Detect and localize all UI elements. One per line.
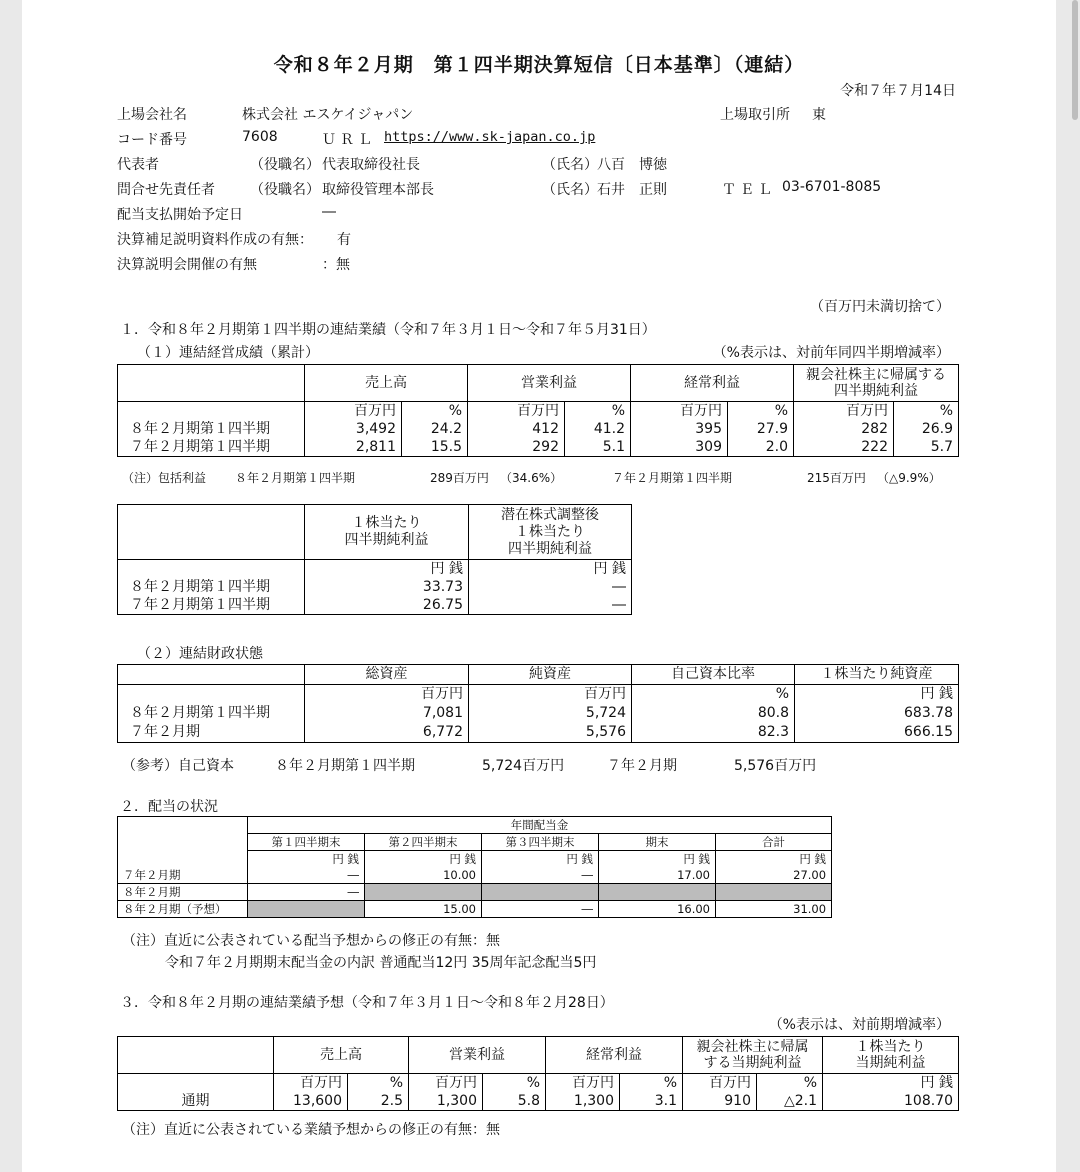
cell: 910 bbox=[683, 1092, 757, 1111]
ref-note-period1: ８年２月期第１四半期 bbox=[275, 758, 415, 774]
cell: 27.00 bbox=[716, 867, 832, 884]
cell: 26.9 bbox=[894, 420, 959, 438]
cell: 15.00 bbox=[365, 901, 482, 918]
cell: 16.00 bbox=[599, 901, 716, 918]
unit-cell: 百万円 bbox=[631, 402, 728, 421]
header-blank bbox=[118, 665, 305, 685]
unit-cell: 円 銭 bbox=[469, 560, 632, 579]
cell: 24.2 bbox=[402, 420, 468, 438]
company-name: 株式会社 エスケイジャパン bbox=[242, 107, 414, 123]
unit-cell: 百万円 bbox=[468, 402, 565, 421]
unit-cell: % bbox=[620, 1074, 683, 1093]
cell: 15.5 bbox=[402, 438, 468, 457]
cell: ― bbox=[248, 867, 365, 884]
ref-note-period2: ７年２月期 bbox=[607, 758, 677, 774]
header-ordinary-income: 経常利益 bbox=[546, 1037, 683, 1074]
section1-heading: １．令和８年２月期第１四半期の連結業績（令和７年３月１日～令和７年５月31日） bbox=[120, 322, 656, 338]
table-row bbox=[118, 438, 959, 457]
code-label: コード番号 bbox=[117, 132, 187, 148]
supp-label: 決算補足説明資料作成の有無： bbox=[117, 232, 313, 248]
cell: 7,081 bbox=[305, 704, 469, 723]
url-label: ＵＲＬ bbox=[322, 132, 376, 148]
unit-cell: 百万円 bbox=[305, 402, 402, 421]
row-label: ８年２月期（予想） bbox=[118, 901, 248, 918]
header-blank bbox=[118, 817, 248, 851]
header-diluted-eps: 潜在株式調整後 １株当たり 四半期純利益 bbox=[469, 505, 632, 560]
dividends-table bbox=[117, 816, 832, 918]
header-annual-dividend: 年間配当金 bbox=[248, 817, 832, 834]
header-sales: 売上高 bbox=[305, 365, 468, 402]
header-q1: 第１四半期末 bbox=[248, 834, 365, 851]
unit-cell: 円 銭 bbox=[599, 851, 716, 868]
cell-shaded bbox=[482, 884, 599, 901]
section3-pct-note: （%表示は、対前期増減率） bbox=[768, 1017, 950, 1033]
dividend-start-value: ― bbox=[322, 204, 336, 220]
section1-sub1: （１）連結経営成績（累計） bbox=[137, 345, 319, 361]
unit-cell: 百万円 bbox=[469, 685, 632, 705]
comp-note-value1: 289百万円 bbox=[430, 471, 489, 485]
section1-sub2: （２）連結財政状態 bbox=[137, 646, 263, 662]
header-operating-income: 営業利益 bbox=[409, 1037, 546, 1074]
unit-cell: 百万円 bbox=[409, 1074, 483, 1093]
unit-blank bbox=[118, 1074, 274, 1093]
contact-title: 取締役管理本部長 bbox=[322, 182, 434, 198]
comp-note-change1: （34.6%） bbox=[500, 471, 563, 485]
comp-note-value2: 215百万円 bbox=[807, 471, 866, 485]
unit-cell: 円 銭 bbox=[365, 851, 482, 868]
header-total-assets: 総資産 bbox=[305, 665, 469, 685]
cell: 5.8 bbox=[483, 1092, 546, 1111]
ref-note-value1: 5,724百万円 bbox=[482, 758, 565, 774]
cell: 3,492 bbox=[305, 420, 402, 438]
header-sales: 売上高 bbox=[274, 1037, 409, 1074]
cell: 27.9 bbox=[728, 420, 794, 438]
rep-name-label: （氏名） bbox=[542, 157, 598, 173]
contact-label: 問合せ先責任者 bbox=[117, 182, 215, 198]
cell: 10.00 bbox=[365, 867, 482, 884]
cell: 395 bbox=[631, 420, 728, 438]
company-url-link[interactable]: https://www.sk-japan.co.jp bbox=[384, 129, 596, 145]
rep-title-label: （役職名） bbox=[250, 157, 320, 173]
rep-name: 八百 博徳 bbox=[597, 157, 667, 173]
unit-cell: 円 銭 bbox=[482, 851, 599, 868]
exchange-value: 東 bbox=[812, 107, 826, 123]
cell: 2.5 bbox=[348, 1092, 409, 1111]
unit-cell: 円 銭 bbox=[248, 851, 365, 868]
cell: 82.3 bbox=[632, 723, 795, 743]
cell: △2.1 bbox=[757, 1092, 823, 1111]
cell: 5,576 bbox=[469, 723, 632, 743]
unit-cell: % bbox=[894, 402, 959, 421]
cell: 5.1 bbox=[565, 438, 631, 457]
financial-position-table bbox=[117, 664, 959, 743]
row-label: ８年２月期第１四半期 bbox=[118, 420, 305, 438]
dividend-note2: 令和７年２月期期末配当金の内訳 普通配当12円 35周年記念配当5円 bbox=[165, 955, 597, 971]
unit-cell: 百万円 bbox=[305, 685, 469, 705]
row-label: ７年２月期第１四半期 bbox=[118, 438, 305, 457]
cell: 2,811 bbox=[305, 438, 402, 457]
cell: 17.00 bbox=[599, 867, 716, 884]
cell-shaded bbox=[365, 884, 482, 901]
company-name-label: 上場会社名 bbox=[117, 107, 187, 123]
cell: 3.1 bbox=[620, 1092, 683, 1111]
unit-blank bbox=[118, 402, 305, 421]
unit-cell: % bbox=[348, 1074, 409, 1093]
cell: 108.70 bbox=[823, 1092, 959, 1111]
scrollbar-thumb[interactable] bbox=[1072, 0, 1078, 120]
cell: ― bbox=[482, 901, 599, 918]
unit-cell: 百万円 bbox=[274, 1074, 348, 1093]
cell: 309 bbox=[631, 438, 728, 457]
table-row bbox=[118, 884, 832, 901]
exchange-label: 上場取引所 bbox=[720, 107, 790, 123]
cell-shaded bbox=[716, 884, 832, 901]
comp-note-period1: ８年２月期第１四半期 bbox=[235, 471, 356, 485]
table-row bbox=[118, 901, 832, 918]
comp-note-period2: ７年２月期第１四半期 bbox=[612, 471, 733, 485]
tel-label: ＴＥＬ bbox=[722, 182, 776, 198]
forecast-table bbox=[117, 1036, 959, 1111]
rep-label: 代表者 bbox=[117, 157, 159, 173]
unit-cell: % bbox=[483, 1074, 546, 1093]
dividend-note1: （注）直近に公表されている配当予想からの修正の有無：無 bbox=[122, 933, 500, 949]
ref-note-label: （参考）自己資本 bbox=[122, 758, 234, 774]
cell: 31.00 bbox=[716, 901, 832, 918]
unit-cell: 百万円 bbox=[683, 1074, 757, 1093]
cell: ― bbox=[248, 884, 365, 901]
header-net-income: 親会社株主に帰属 する当期純利益 bbox=[683, 1037, 823, 1074]
header-net-assets: 純資産 bbox=[469, 665, 632, 685]
unit-cell: 百万円 bbox=[794, 402, 894, 421]
header-blank bbox=[118, 365, 305, 402]
row-label: ７年２月期第１四半期 bbox=[118, 596, 305, 615]
code-value: 7608 bbox=[242, 129, 278, 145]
unit-blank bbox=[118, 685, 305, 705]
cell: 6,772 bbox=[305, 723, 469, 743]
table-row bbox=[118, 723, 959, 743]
eps-table bbox=[117, 504, 632, 615]
cell: 80.8 bbox=[632, 704, 795, 723]
cell: ― bbox=[469, 596, 632, 615]
cell: 292 bbox=[468, 438, 565, 457]
header-bps: １株当たり純資産 bbox=[795, 665, 959, 685]
section1-pct-note: （%表示は、対前年同四半期増減率） bbox=[712, 345, 950, 361]
unit-cell: 円 銭 bbox=[716, 851, 832, 868]
briefing-label: 決算説明会開催の有無 bbox=[117, 257, 257, 273]
document-title: 令和８年２月期 第１四半期決算短信〔日本基準〕（連結） bbox=[273, 54, 805, 76]
table-row bbox=[118, 420, 959, 438]
cell: 666.15 bbox=[795, 723, 959, 743]
comp-note-change2: （△9.9%） bbox=[877, 471, 941, 485]
document-page bbox=[22, 0, 1056, 1172]
forecast-note: （注）直近に公表されている業績予想からの修正の有無：無 bbox=[122, 1122, 500, 1138]
rep-title: 代表取締役社長 bbox=[322, 157, 420, 173]
unit-cell: % bbox=[632, 685, 795, 705]
header-net-income: 親会社株主に帰属する 四半期純利益 bbox=[794, 365, 959, 402]
cell: 222 bbox=[794, 438, 894, 457]
header-ordinary-income: 経常利益 bbox=[631, 365, 794, 402]
cell: 13,600 bbox=[274, 1092, 348, 1111]
header-eps: １株当たり 四半期純利益 bbox=[305, 505, 469, 560]
unit-blank bbox=[118, 851, 248, 868]
section2-heading: ２．配当の状況 bbox=[120, 799, 218, 815]
unit-blank bbox=[118, 560, 305, 579]
cell-shaded bbox=[599, 884, 716, 901]
comp-note-label: （注）包括利益 bbox=[122, 471, 207, 485]
tel-value: 03-6701-8085 bbox=[782, 179, 882, 195]
unit-cell: 円 銭 bbox=[795, 685, 959, 705]
header-q2: 第２四半期末 bbox=[365, 834, 482, 851]
unit-note: （百万円未満切捨て） bbox=[810, 299, 950, 315]
cell: 1,300 bbox=[546, 1092, 620, 1111]
cell: 412 bbox=[468, 420, 565, 438]
operating-results-table bbox=[117, 364, 959, 457]
header-total: 合計 bbox=[716, 834, 832, 851]
cell: 26.75 bbox=[305, 596, 469, 615]
row-label: ８年２月期第１四半期 bbox=[118, 578, 305, 596]
contact-title-label: （役職名） bbox=[250, 182, 320, 198]
unit-cell: % bbox=[728, 402, 794, 421]
contact-name: 石井 正則 bbox=[597, 182, 667, 198]
cell: ― bbox=[482, 867, 599, 884]
row-label: ８年２月期第１四半期 bbox=[118, 704, 305, 723]
cell: 5,724 bbox=[469, 704, 632, 723]
header-year-end: 期末 bbox=[599, 834, 716, 851]
cell: 33.73 bbox=[305, 578, 469, 596]
unit-cell: 円 銭 bbox=[305, 560, 469, 579]
table-row bbox=[118, 867, 832, 884]
report-date: 令和７年７月14日 bbox=[840, 83, 956, 99]
header-operating-income: 営業利益 bbox=[468, 365, 631, 402]
cell: 683.78 bbox=[795, 704, 959, 723]
supp-value: 有 bbox=[337, 232, 351, 248]
header-equity-ratio: 自己資本比率 bbox=[632, 665, 795, 685]
header-blank bbox=[118, 505, 305, 560]
table-row bbox=[118, 704, 959, 723]
cell: 2.0 bbox=[728, 438, 794, 457]
unit-cell: % bbox=[402, 402, 468, 421]
cell: 41.2 bbox=[565, 420, 631, 438]
unit-cell: 円 銭 bbox=[823, 1074, 959, 1093]
ref-note-value2: 5,576百万円 bbox=[734, 758, 817, 774]
header-blank bbox=[118, 1037, 274, 1074]
cell: 282 bbox=[794, 420, 894, 438]
table-row bbox=[118, 578, 632, 596]
table-row bbox=[118, 1092, 959, 1111]
cell: 1,300 bbox=[409, 1092, 483, 1111]
contact-name-label: （氏名） bbox=[542, 182, 598, 198]
cell: 5.7 bbox=[894, 438, 959, 457]
row-label: ８年２月期 bbox=[118, 884, 248, 901]
row-label: ７年２月期 bbox=[118, 723, 305, 743]
section3-heading: ３．令和８年２月期の連結業績予想（令和７年３月１日～令和８年２月28日） bbox=[120, 995, 614, 1011]
briefing-value: ：無 bbox=[322, 257, 350, 273]
header-q3: 第３四半期末 bbox=[482, 834, 599, 851]
unit-cell: % bbox=[565, 402, 631, 421]
header-eps: １株当たり 当期純利益 bbox=[823, 1037, 959, 1074]
cell-shaded bbox=[248, 901, 365, 918]
row-label: ７年２月期 bbox=[118, 867, 248, 884]
unit-cell: % bbox=[757, 1074, 823, 1093]
unit-cell: 百万円 bbox=[546, 1074, 620, 1093]
row-label: 通期 bbox=[118, 1092, 274, 1111]
cell: ― bbox=[469, 578, 632, 596]
table-row bbox=[118, 596, 632, 615]
dividend-start-label: 配当支払開始予定日 bbox=[117, 207, 243, 223]
